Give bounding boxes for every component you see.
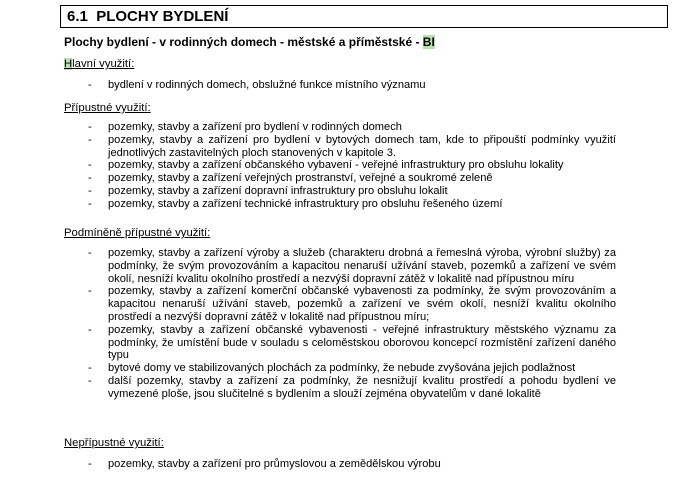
prohibited-use-list <box>64 458 616 471</box>
list-item: - pozemky, stavby a zařízení komerční občanské vybavenosti za podmínky, že svým provozováním a kapacitou nenaruší užívání staveb, pozemků a zařízení ve svém okolí, nesníží kvalitu okolního prostředí a nezvýší dopravní zátěž v lokalitě nad přípustnou míru; <box>64 285 616 323</box>
list-item: - pozemky, stavby a zařízení veřejných prostranství, veřejné a soukromé zeleně <box>64 172 616 185</box>
list-item: - pozemky, stavby a zařízení technické infrastruktury pro obsluhu řešeného území <box>64 198 616 211</box>
zone-subtitle-text: Plochy bydlení - v rodinných domech - městské a příměstské - <box>64 35 423 49</box>
list-item: - bydlení v rodinných domech, obslužné funkce místního významu <box>64 79 616 92</box>
list-item: - pozemky, stavby a zařízení výroby a služeb (charakteru drobná a řemeslná výroba, výrobní služby) za podmínky, že svým provozováním a kapacitou nenaruší užívání staveb, pozemků a zařízení ve svém okolí, nesníží kvalitu okolního prostředí a nezvýší dopravní zátěž v lokalitě nad přípustnou míru <box>64 247 616 285</box>
list-item: - pozemky, stavby a zařízení dopravní infrastruktury pro obsluhu lokalit <box>64 185 616 198</box>
list-item: - pozemky, stavby a zařízení pro bydlení v bytových domech tam, kde to připouští podmínky využití jednotlivých zastavitelných ploch stanovených v kapitole 3. <box>64 134 616 160</box>
section-heading <box>60 5 668 28</box>
permitted-use-label: Přípustné využití: <box>64 102 151 114</box>
main-use-label-first: H <box>64 58 73 70</box>
list-item: - pozemky, stavby a zařízení pro průmyslovou a zemědělskou výrobu <box>64 458 616 471</box>
permitted-use-list <box>64 121 616 211</box>
list-item: - další pozemky, stavby a zařízení za podmínky, že nesnižují kvalitu prostředí a pohodu bydlení ve vymezené ploše, jsou slučitelné s bydlením a slouží zejména obyvatelům v dané lokalitě <box>64 375 616 401</box>
section-number: 6.1 <box>67 8 88 25</box>
zone-subtitle <box>64 35 674 49</box>
zone-code: BI <box>422 35 435 49</box>
section-title: PLOCHY BYDLENÍ <box>96 8 229 25</box>
prohibited-use-label: Nepřípustné využití: <box>64 437 164 449</box>
list-item: - bytové domy ve stabilizovaných plochách za podmínky, že nebude zvyšována jejich podlažnost <box>64 362 616 375</box>
list-item: - pozemky, stavby a zařízení občanského vybavení - veřejné infrastruktury pro obsluhu lokality <box>64 159 616 172</box>
conditional-use-list <box>64 247 616 401</box>
main-use-label <box>64 57 134 71</box>
list-item: - pozemky, stavby a zařízení občanské vybavenosti - veřejné infrastruktury městského významu za podmínky, že umístění bude v souladu s celoměstskou oborovou koncepcí rozmístění zařízení daného typu <box>64 324 616 362</box>
conditional-use-label: Podmíněně přípustné využití: <box>64 227 211 239</box>
list-item: - pozemky, stavby a zařízení pro bydlení v rodinných domech <box>64 121 616 134</box>
main-use-list <box>64 79 616 92</box>
main-use-label-rest: lavní využití: <box>72 58 135 70</box>
